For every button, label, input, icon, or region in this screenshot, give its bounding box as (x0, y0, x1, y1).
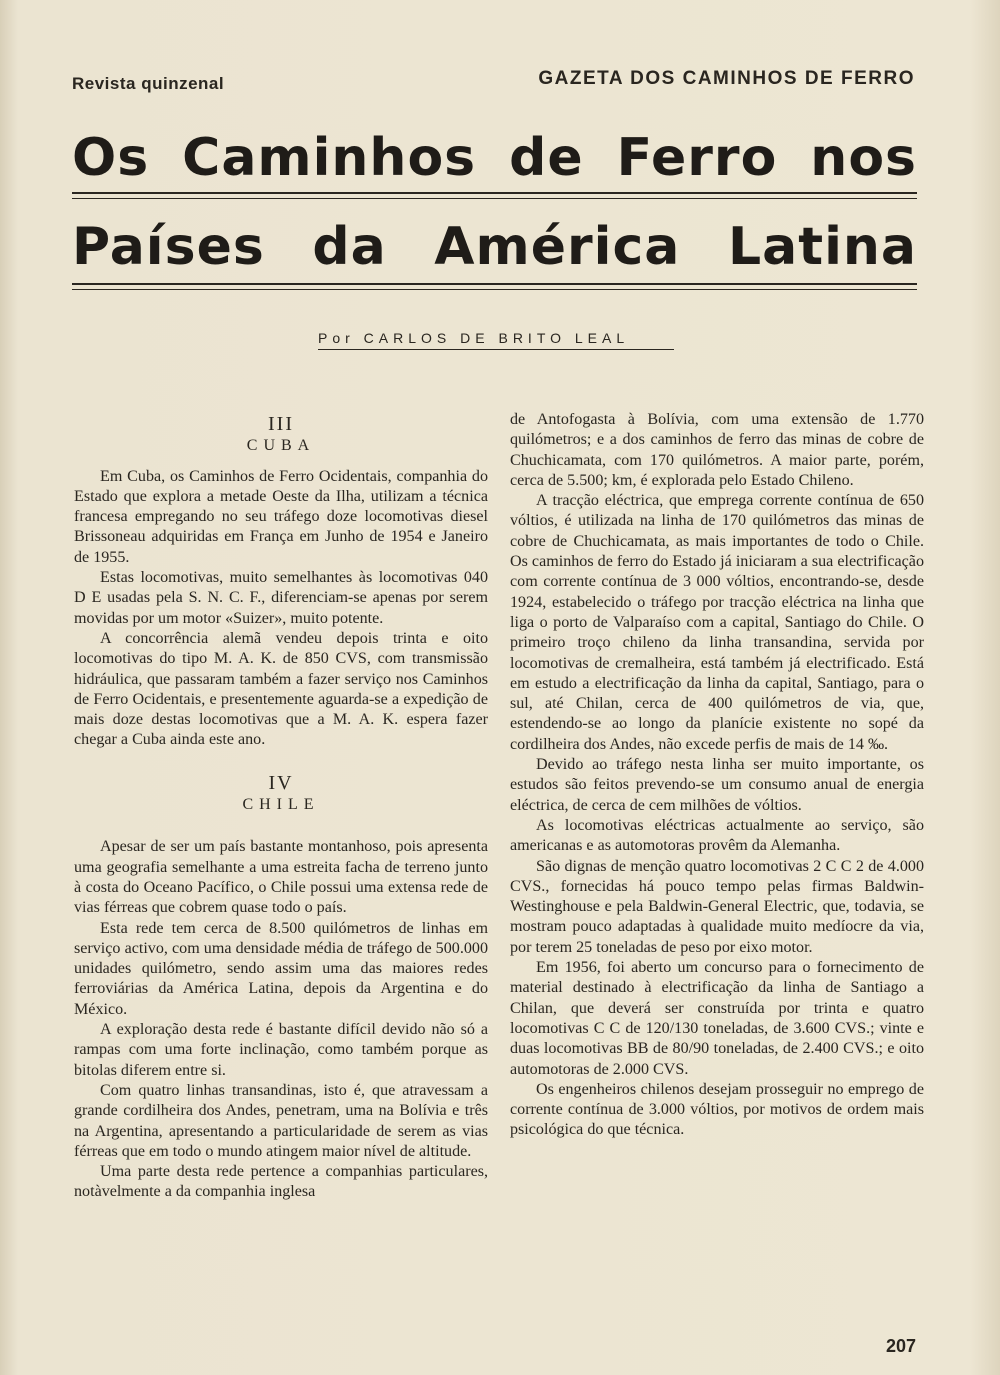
title-line-2: Países da América Latina (72, 217, 917, 277)
paragraph: São dignas de menção quatro locomotivas 2 C C 2 de 4.000 CVS., fornecidas há pouco tempo pelas firmas Baldwin-Westinghouse e pela Baldwin-General Electric, que, todavia, se mostram pouco adaptadas à qualidade muito medíocre da via, por terem 25 toneladas de peso por eixo motor. (510, 857, 924, 956)
page-number: 207 (886, 1336, 917, 1356)
paragraph: Em 1956, foi aberto um concurso para o fornecimento de material destinado à electrificação da linha de Santiago a Chilan, que deverá ser construída por trinta e quatro locomotivas C C de 120/130 toneladas, de 3.600 CVS.; vinte e duas locomotivas BB de 80/90 toneladas, de 2.400 CVS.; e oito automotoras de 2.000 CVS. (510, 959, 924, 1078)
section-number-cuba: III (268, 413, 294, 435)
rule-thin (72, 289, 917, 290)
periodicity-label: Revista quinzenal (72, 74, 225, 93)
rule-thick (72, 283, 917, 285)
section-heading-chile: CHILE (242, 796, 320, 814)
title-rules-2 (72, 283, 917, 290)
rule-thick (72, 192, 917, 194)
right-column (510, 410, 924, 1141)
paragraph: Estas locomotivas, muito semelhantes às locomotivas 040 D E usadas pela S. N. C. F., diferenciam-se apenas por serem movidas por um motor «Suizer», muito potente. (74, 569, 488, 627)
article-title (72, 128, 917, 290)
section-spacer (74, 825, 488, 837)
paragraph: Em Cuba, os Caminhos de Ferro Ocidentais, companhia do Estado que explora a metade Oeste da Ilha, utilizam a técnica francesa empregando no seu tráfego doze locomotivas diesel Brissoneau adquiridas em França em Junho de 1954 e Janeiro de 1955. (74, 467, 488, 566)
paragraph: Esta rede tem cerca de 8.500 quilómetros de linhas em serviço activo, com uma densidade média de tráfego de 500.000 unidades quilómetro, sendo assim uma das maiores redes ferroviárias da América Latina, depois da Argentina e do México. (74, 919, 488, 1018)
section-heading-cuba: CUBA (246, 437, 316, 455)
paragraph: Com quatro linhas transandinas, isto é, que atravessam a grande cordilheira dos Andes, penetram, uma na Bolívia e três na Argentina, apresentando a particularidade de serem as vias férreas que em todo o mundo atingem maior nível de altitude. (74, 1081, 488, 1160)
section-number-chile: IV (268, 771, 294, 794)
title-rules-1 (72, 192, 917, 199)
paragraph: A tracção eléctrica, que emprega corrente contínua de 650 vóltios, é utilizada na linha de 170 quilómetros das minas de cobre de Chuchicamata, as mais importantes de todo o Chile. Os caminhos de ferro do Estado já iniciaram a sua electrificação com corrente contínua de 3 000 vóltios, encontrando-se, desde 1924, estabelecido o tráfego por tracção eléctrica na linha que liga o porto de Valparaíso com a capital, Santiago do Chile. O primeiro troço chileno da linha transandina, servida por locomotivas de cremalheira, está também já electrificado. Está em estudo a electrificação da linha da capital, Santiago, para o sul, até Chilan, cerca de 400 quilómetros de via, que, estendendo-se ao longo da planície existente no sopé da cordilheira dos Andes, não excede perfis de mais de 14 ‰. (510, 492, 924, 753)
paragraph: Devido ao tráfego nesta linha ser muito importante, os estudos são feitos prevendo-se um consumo anual de energia eléctrica, de cerca de cem milhões de vóltios. (510, 756, 924, 814)
paragraph: A exploração desta rede é bastante difícil devido não só a rampas com uma forte inclinação, como também porque as bitolas diferem entre si. (74, 1021, 488, 1079)
author-byline: Por CARLOS DE BRITO LEAL (318, 330, 674, 350)
paragraph: Os engenheiros chilenos desejam prosseguir no emprego de corrente contínua de 3.000 vóltios, por motivos de ordem mais psicológica do que técnica. (510, 1080, 924, 1139)
paragraph: Uma parte desta rede pertence a companhias particulares, notàvelmente a da companhia inglesa (74, 1163, 488, 1201)
rule-thin (72, 198, 917, 199)
title-line-1: Os Caminhos de Ferro nos (72, 128, 917, 188)
paragraph: Apesar de ser um país bastante montanhoso, pois apresenta uma geografia semelhante a uma estreita facha de terreno junto à costa do Oceano Pacífico, o Chile possui uma extensa rede de vias férreas que cobrem quase todo o país. (74, 838, 488, 917)
journal-name: GAZETA DOS CAMINHOS DE FERRO (538, 68, 915, 89)
section-spacer (74, 751, 488, 769)
paragraph: A concorrência alemã vendeu depois trinta e oito locomotivas do tipo M. A. K. de 850 CVS, com transmissão hidráulica, que passaram também a fazer serviço nos Caminhos de Ferro Ocidentais, e presentemente aguarda-se a expedição de mais doze destas locomotivas que a M. A. K. espera fazer chegar a Cuba ainda este ano. (74, 629, 488, 749)
running-header (72, 66, 915, 96)
paragraph: As locomotivas eléctricas actualmente ao serviço, são americanas e as automotoras provêm da Alemanha. (510, 816, 924, 855)
left-column (74, 410, 488, 1203)
paragraph: de Antofogasta à Bolívia, com uma extensão de 1.770 quilómetros; e a dos caminhos de ferro das minas de cobre de Chuchicamata, com 170 quilómetros. A maior parte, porém, cerca de 5.500; km, é explorada pelo Estado Chileno. (510, 411, 924, 489)
